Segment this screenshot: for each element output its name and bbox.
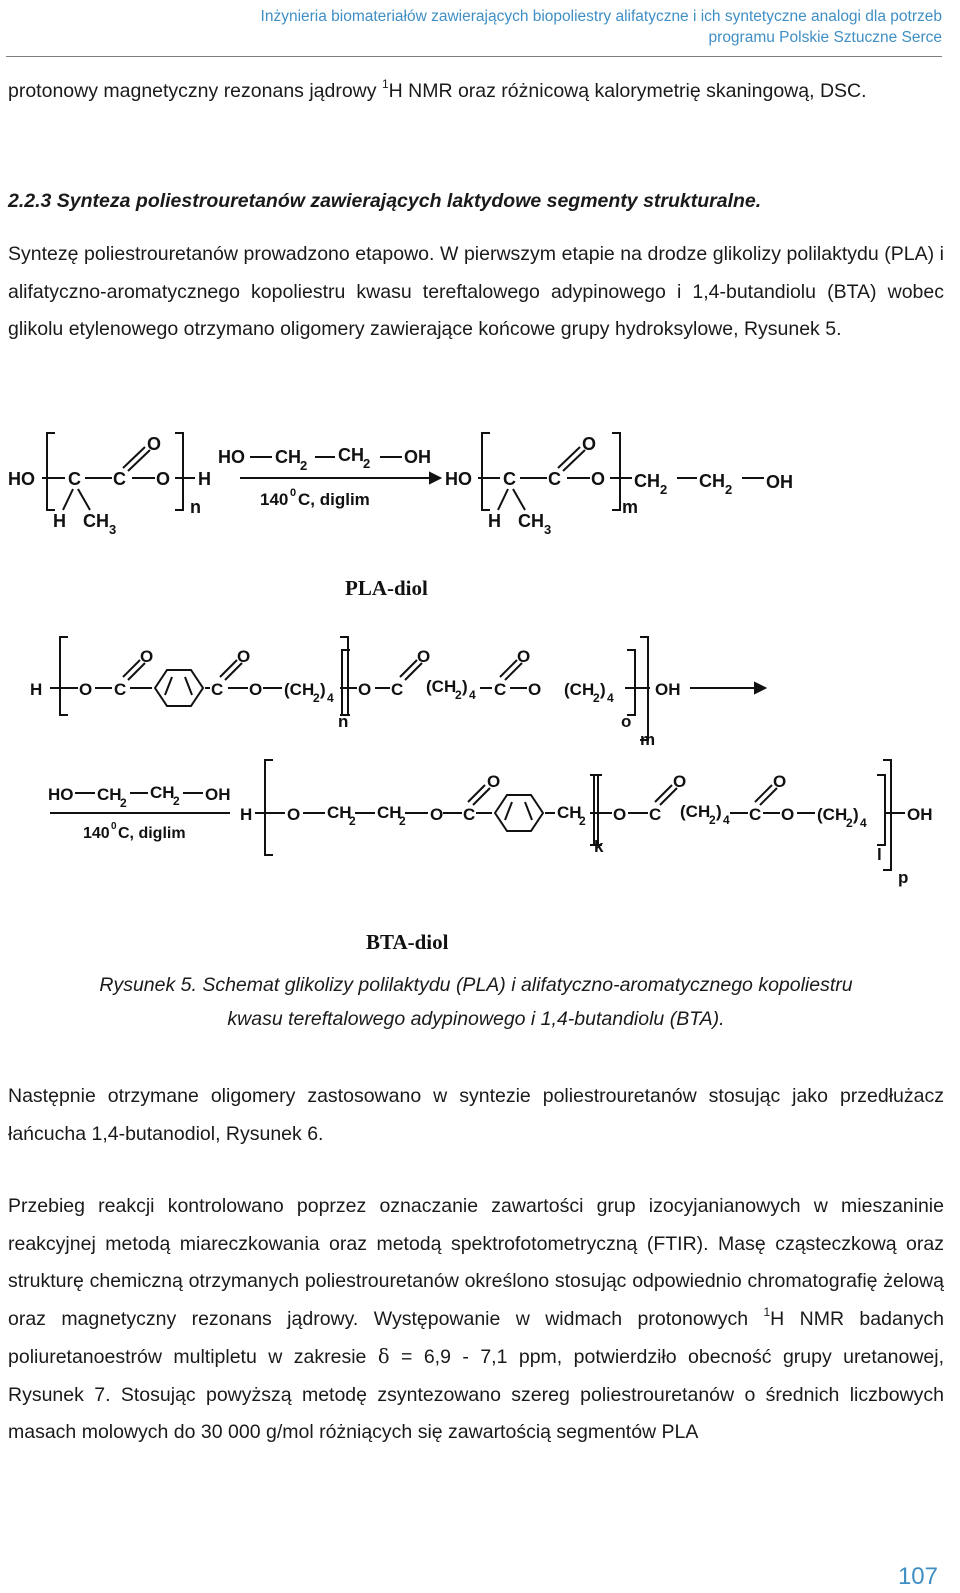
bta-glycol-oh: OH	[205, 785, 231, 804]
btadiol-h-end: H	[240, 805, 253, 824]
glycol-oh: OH	[404, 447, 431, 467]
pla-h-end: H	[198, 469, 211, 489]
bta-glycol-ch2-2: CH	[150, 783, 175, 802]
bta-ch2-count-3: 4	[607, 691, 614, 705]
pladiol-carbon-1: C	[503, 469, 516, 489]
pla-carbon-2: C	[113, 469, 126, 489]
bta-ch2-group-2: (CH	[426, 677, 457, 696]
bta-glycol-sub-2: 2	[173, 794, 180, 808]
btadiol-ch2-group-close-2: )	[853, 805, 859, 824]
bta-glycol-sub-1: 2	[120, 796, 127, 810]
btadiol-c-2: C	[649, 805, 662, 824]
btadiol-c-1: C	[463, 805, 476, 824]
pla-carbonyl-oxygen: O	[147, 434, 162, 454]
pladiol-sub-2: 2	[725, 482, 733, 497]
btadiol-ch2-2: CH	[377, 803, 402, 822]
btadiol-c-3: C	[749, 805, 762, 824]
btadiol-o-2: O	[430, 805, 444, 824]
btadiol-carbonyl-o-3: O	[773, 772, 787, 791]
intro-text-1: protonowy magnetyczny rezonans jądrowy	[8, 80, 382, 102]
bta-carbonyl-o-3: O	[417, 647, 431, 666]
btadiol-ch2-1: CH	[327, 803, 352, 822]
bta-ch2-close-1: )	[320, 680, 326, 699]
btadiol-o-3: O	[613, 805, 627, 824]
btadiol-ch2-sub-3: 2	[579, 814, 586, 828]
btadiol-k-subscript: k	[594, 837, 604, 856]
bta-ch2-count-2: 4	[469, 688, 476, 702]
figure-caption	[8, 968, 944, 1036]
glycol-ch2-1: CH	[275, 447, 301, 467]
bta-o-4: O	[528, 680, 542, 699]
glycol-ho: HO	[218, 447, 245, 467]
btadiol-carbonyl-o-1: O	[487, 772, 501, 791]
intro-paragraph	[8, 73, 944, 111]
paragraph-chain-extender: Następnie otrzymane oligomery zastosowano w syntezie poliestrouretanów stosując jako przedłużacz łańcucha 1,4-butanodiol, Rysunek 6.	[8, 1085, 944, 1145]
bta-h-end: H	[30, 680, 43, 699]
bta-ch2-sub-3: 2	[593, 691, 600, 705]
pla-n-subscript: n	[190, 497, 201, 517]
bta-conditions-solvent: C, diglim	[118, 825, 186, 842]
pladiol-h-substituent: H	[488, 511, 501, 531]
btadiol-carbonyl-o-2: O	[673, 772, 687, 791]
reaction-scheme-figure	[0, 415, 960, 975]
page-number: 107	[897, 1563, 938, 1590]
bta-ch2-count-1: 4	[327, 691, 334, 705]
pladiol-ch2-1: CH	[634, 471, 660, 491]
btadiol-oh-end: OH	[907, 805, 933, 824]
pladiol-methyl-sub: 3	[544, 522, 552, 537]
btadiol-ch2-group-2: (CH	[817, 805, 848, 824]
bta-carbonyl-o-1: O	[140, 647, 154, 666]
bta-glycol-ho: HO	[48, 785, 74, 804]
paragraph3-text-2: H NMR badanych poliuretanoestrów multipletu w zakresie	[8, 1307, 944, 1368]
bta-conditions-temp: 140	[83, 825, 110, 842]
btadiol-o-1: O	[287, 805, 301, 824]
bta-ch2-sub-2: 2	[455, 688, 462, 702]
bta-diol-label: BTA-diol	[366, 930, 449, 954]
pla-diol-label: PLA-diol	[345, 576, 428, 600]
glycol-ch2-2: CH	[338, 445, 364, 465]
pla-carbon-1: C	[68, 469, 81, 489]
bta-c-1: C	[114, 680, 127, 699]
pla-methyl-sub: 3	[109, 522, 117, 537]
btadiol-ch2-group-count-2: 4	[860, 816, 867, 830]
bta-ch2-group-3: (CH	[564, 680, 595, 699]
btadiol-o-4: O	[781, 805, 795, 824]
pladiol-sub-1: 2	[660, 482, 668, 497]
bta-carbonyl-o-2: O	[237, 647, 251, 666]
pla-h-substituent: H	[53, 511, 66, 531]
bta-ch2-close-2: )	[462, 677, 468, 696]
conditions-temp: 140	[260, 490, 289, 509]
paragraph3-text-1: Przebieg reakcji kontrolowano poprzez oznaczanie zawartości grup izocyjanianowych w mieszaninie reakcyjnej metodą miareczkowania oraz metodą spektrofotometryczną (FTIR). Masę cząsteczkową oraz strukturę chemiczną otrzymanych poliestrouretanów określono stosując odpowiednio chromatografię żelową oraz magnetyczny rezonans jądrowy. Występowanie w widmach protonowych	[8, 1195, 944, 1330]
pla-methyl: CH	[83, 511, 109, 531]
paragraph-synthesis: Syntezę poliestrouretanów prowadzono etapowo. W pierwszym etapie na drodze glikolizy polilaktydu (PLA) i alifatyczno-aromatycznego kopoliestru kwasu tereftalowego adypinowego i 1,4-butandiolu (BTA) wobec glikolu etylenowego otrzymano oligomery zawierające końcowe grupy hydroksylowe, Rysunek 5.	[8, 243, 944, 340]
pladiol-ch2-2: CH	[699, 471, 725, 491]
bta-n-subscript: n	[338, 712, 349, 731]
bta-c-3: C	[391, 680, 404, 699]
pladiol-methyl: CH	[518, 511, 544, 531]
pla-ho-group: HO	[8, 469, 35, 489]
btadiol-l-subscript: l	[877, 845, 882, 864]
bta-o-2: O	[249, 680, 263, 699]
bta-o-subscript: o	[621, 712, 632, 731]
header-line-2: programu Polskie Sztuczne Serce	[708, 29, 942, 46]
btadiol-ch2-sub-2: 2	[399, 814, 406, 828]
conditions-solvent: C, diglim	[298, 490, 370, 509]
bta-ch2-close-3: )	[600, 680, 606, 699]
btadiol-ch2-group-sub-1: 2	[709, 813, 716, 827]
pladiol-oh: OH	[766, 472, 793, 492]
bta-ch2-group-1: (CH	[284, 680, 315, 699]
bta-conditions-degree: 0	[111, 821, 117, 832]
btadiol-p-subscript: p	[898, 868, 909, 887]
bta-glycol-ch2-1: CH	[97, 785, 122, 804]
header-divider	[6, 56, 942, 57]
btadiol-ch2-group-close-1: )	[716, 802, 722, 821]
conditions-degree: 0	[290, 487, 297, 499]
pladiol-ester-oxygen: O	[591, 469, 606, 489]
paragraph-characterization	[8, 1188, 944, 1452]
header-line-1: Inżynieria biomateriałów zawierających biopoliestry alifatyczne i ich syntetyczne analogi dla potrzeb	[260, 8, 942, 25]
caption-line-1: Rysunek 5. Schemat glikolizy polilaktydu (PLA) i alifatyczno-aromatycznego kopoliestru	[99, 974, 853, 996]
pladiol-m-subscript: m	[622, 497, 639, 517]
btadiol-ch2-group-count-1: 4	[723, 813, 730, 827]
running-header	[42, 6, 942, 48]
bta-ch2-sub-1: 2	[313, 691, 320, 705]
intro-superscript: 1	[381, 77, 389, 91]
btadiol-ch2-3: CH	[557, 803, 582, 822]
pladiol-ho-group: HO	[445, 469, 472, 489]
delta-symbol: δ	[377, 1345, 390, 1368]
intro-text-2: H NMR oraz różnicową kalorymetrię skaningową, DSC.	[388, 80, 867, 102]
reaction-scheme-svg	[0, 415, 960, 975]
bta-c-2: C	[211, 680, 224, 699]
glycol-sub-2: 2	[363, 456, 371, 471]
bta-oh-end: OH	[655, 680, 681, 699]
bta-m-subscript: m	[640, 730, 656, 749]
btadiol-ch2-group-1: (CH	[680, 802, 711, 821]
bta-o-1: O	[79, 680, 93, 699]
bta-carbonyl-o-4: O	[517, 647, 531, 666]
pladiol-carbon-2: C	[548, 469, 561, 489]
bta-o-3: O	[358, 680, 372, 699]
paragraph3-text-3: = 6,9 - 7,1 ppm, potwierdziło obecność grupy uretanowej, Rysunek 7. Stosując powyższą metodę zsyntezowano szereg poliestrouretanów o średnich liczbowych masach molowych do 30 000 g/mol różniących się zawartością segmentów PLA	[8, 1346, 944, 1443]
btadiol-ch2-group-sub-2: 2	[846, 816, 853, 830]
caption-line-2: kwasu tereftalowego adypinowego i 1,4-butandiolu (BTA).	[227, 1008, 725, 1030]
bta-c-4: C	[494, 680, 507, 699]
paragraph3-superscript: 1	[763, 1304, 771, 1319]
pla-ester-oxygen: O	[156, 469, 171, 489]
pladiol-carbonyl-oxygen: O	[582, 434, 597, 454]
section-heading: 2.2.3 Synteza poliestrouretanów zawierających laktydowe segmenty strukturalne.	[8, 190, 762, 212]
glycol-sub-1: 2	[300, 458, 308, 473]
btadiol-ch2-sub-1: 2	[349, 814, 356, 828]
